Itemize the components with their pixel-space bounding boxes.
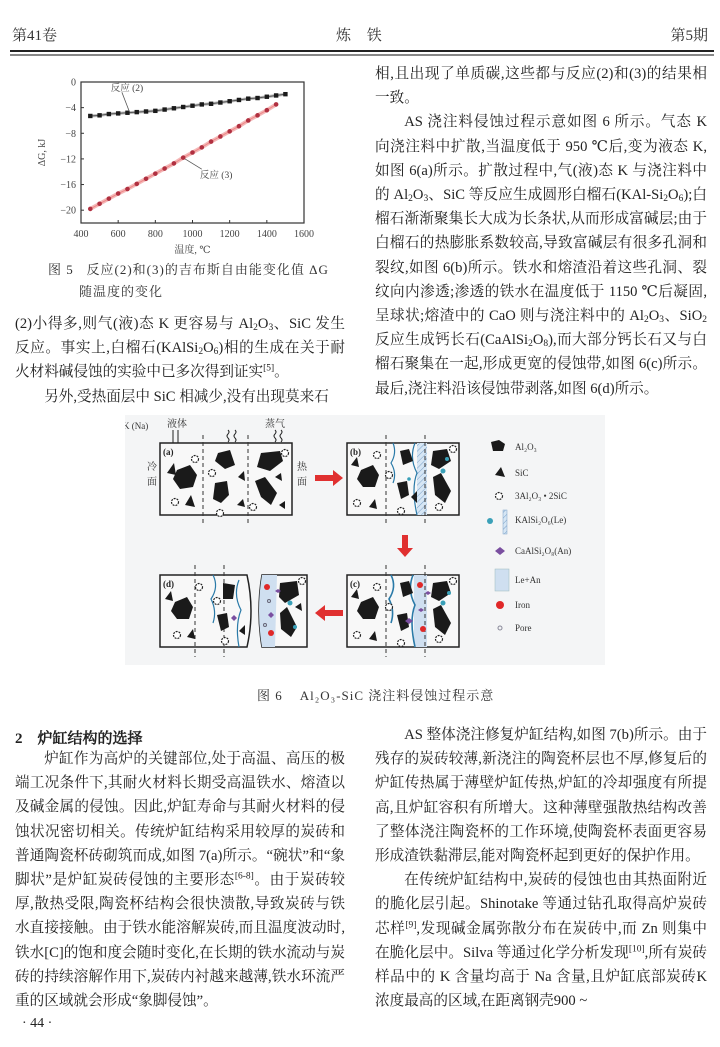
citation: [6-8] — [234, 871, 254, 882]
data-point — [181, 105, 185, 109]
k-na-label: K (Na) — [125, 421, 149, 431]
liquid-label: 液体 — [167, 419, 187, 430]
figure5-caption-line1: 反应(2)和(3)的吉布斯自由能变化值 ΔG — [86, 262, 329, 277]
x-tick-label: 800 — [147, 229, 163, 240]
data-point — [199, 145, 204, 150]
section-heading — [15, 727, 143, 748]
data-point — [172, 161, 177, 166]
y-tick-label: 0 — [71, 77, 76, 89]
x-tick-label: 1400 — [256, 229, 277, 240]
y-tick-label: −12 — [60, 154, 76, 166]
data-point — [88, 114, 92, 118]
svg-text:SiC: SiC — [515, 468, 529, 478]
vapor-label: 蒸气 — [265, 419, 285, 430]
svg-text:3Al₂O₃ • 2SiC: 3Al₂O₃ • 2SiC — [515, 491, 567, 501]
y-tick-label: −8 — [65, 128, 76, 140]
paragraph: 在传统炉缸结构中,炭砖的侵蚀也由其热面附近的脆化层引起。Shinotake 等通过钻孔取得高炉炭砖芯样[9],发现碱金属弥散分布在炭砖中,而 Zn 则集中在脆化层中。Silva 等通过化学分析发现[10],所有炭砖样品中的 K 含量均高于 Na 含量,且炉缸底部炭砖K浓度最高的区域,在距离钢壳900 ~ — [375, 872, 707, 1010]
al2o3-polygon-icon — [491, 440, 505, 451]
figure5-chart — [30, 68, 330, 258]
data-point — [181, 155, 186, 160]
svg-text:面: 面 — [297, 477, 307, 488]
iron-dot-icon — [496, 601, 504, 609]
y-tick-label: −16 — [60, 180, 76, 192]
mullite-gear-icon — [496, 493, 503, 500]
svg-text:Al₂O₃: Al₂O₃ — [515, 442, 537, 452]
svg-text:(d): (d) — [163, 579, 174, 589]
data-point — [162, 166, 167, 171]
right-column-top — [375, 62, 707, 401]
data-point — [97, 201, 102, 206]
svg-text:面: 面 — [147, 477, 157, 488]
volume-label: 第41卷 — [12, 28, 58, 44]
paragraph: 相,且出现了单质碳,这些都与反应(2)和(3)的结果相一致。 — [375, 66, 707, 107]
data-point — [274, 102, 279, 107]
panel-c — [347, 565, 459, 657]
data-point — [190, 150, 195, 155]
data-point — [190, 104, 194, 108]
figure5-caption-label: 图 5 — [48, 262, 74, 277]
svg-text:KAlSi₂O₆(Le): KAlSi₂O₆(Le) — [515, 515, 567, 525]
data-point — [135, 110, 139, 114]
x-tick-label: 1000 — [182, 229, 203, 240]
data-point — [237, 98, 241, 102]
figure6-caption — [257, 685, 494, 707]
data-point — [265, 108, 270, 113]
section-title: 炉缸结构的选择 — [37, 731, 143, 747]
hot-face-label: 热 — [297, 462, 307, 473]
data-point — [144, 109, 148, 113]
x-tick-label: 600 — [110, 229, 126, 240]
svg-text:(c): (c) — [350, 579, 360, 589]
data-point — [246, 118, 251, 123]
arrow-down-icon — [397, 535, 413, 557]
paragraph: AS 浇注料侵蚀过程示意如图 6 所示。气态 K 向浇注料中扩散,当温度低于 950 ℃后,变为液态 K,如图 6(a)所示。扩散过程中,气(液)态 K 与浇注料中的 $Al_2O_3$、SiC 等反应生成圆形白榴石$(KAl-Si_2O_6)$;白榴石渐渐聚集长大成为长条状,从而形成富碱层;由于白榴石的热膨胀系数较高,导致富碱层有很多孔洞和裂纹,如图 6(b)所示。铁水和熔渣沿着这些孔洞、裂纹向内渗透;渗透的铁水在温度低于 1150 ℃后凝固,呈球状;熔渣中的 CaO 则与浇注料中的 $Al_2O_3$、SiO$_2$反应生成钙长石$(CaAlSi_2O_8)$,而大部分钙长石又与白榴石聚集在一起,形成更宽的侵蚀带,如图 6(c)所示。最后,浇注料沿该侵蚀带剥落,如图 6(d)所示。 — [375, 114, 708, 397]
reaction3-label: 反应 (3) — [199, 170, 233, 181]
data-point — [255, 96, 259, 100]
header-rule-thin — [10, 54, 714, 56]
citation: [10] — [628, 944, 645, 955]
data-point — [116, 111, 120, 115]
panel-d — [160, 565, 307, 657]
paragraph: (2)小得多,则气(液)态 K 更容易与 $Al_2O_3$、SiC 发生反应。事实上,白榴石$(KAlSi_2O_6)$相的生成在关于耐火材料碱侵蚀的实验中已多次得到证实[5]。 — [15, 316, 345, 381]
data-point — [125, 187, 130, 192]
anorthite-diamond-icon — [495, 547, 505, 555]
data-point — [107, 112, 111, 116]
y-tick-label: −20 — [60, 205, 76, 217]
cold-face-label: 冷 — [147, 462, 157, 473]
data-point — [172, 106, 176, 110]
svg-text:Iron: Iron — [515, 600, 530, 610]
data-point — [265, 95, 269, 99]
data-point — [116, 191, 121, 196]
arrow-right-icon — [315, 470, 343, 486]
data-point — [153, 109, 157, 113]
data-point — [209, 139, 214, 144]
left-column-bottom — [15, 747, 345, 1013]
data-point — [255, 113, 260, 118]
svg-text:CaAlSi₂O₈(An): CaAlSi₂O₈(An) — [515, 546, 572, 556]
data-point — [144, 176, 149, 181]
svg-text:(a): (a) — [163, 447, 174, 457]
x-tick-label: 1600 — [294, 229, 314, 240]
panel-b — [347, 435, 459, 523]
pore-circle-icon — [498, 626, 502, 630]
citation: [9] — [405, 919, 417, 930]
section-number: 2 — [15, 731, 23, 747]
y-tick-label: −4 — [65, 103, 76, 115]
figure5-caption-line2: 随温度的变化 — [79, 284, 164, 299]
right-column-bottom — [375, 723, 707, 1013]
leucite-dot-icon — [487, 518, 493, 524]
sic-triangle-icon — [495, 467, 505, 477]
data-point — [237, 124, 242, 129]
x-tick-label: 1200 — [219, 229, 240, 240]
panel-a — [160, 435, 292, 523]
data-point — [134, 182, 139, 187]
reaction2-label: 反应 (2) — [110, 83, 144, 94]
figure6-legend — [487, 440, 571, 633]
citation: [5] — [263, 363, 275, 374]
le-an-band-icon — [495, 569, 509, 591]
paragraph: 炉缸作为高炉的关键部位,处于高温、高压的极端工况条件下,其耐火材料长期受高温铁水、熔渣以及碱金属的侵蚀。因此,炉缸寿命与其耐火材料的侵蚀状况密切相关。传统炉缸结构采用较厚的炭砖和普通陶瓷杯砖砌筑而成,如图 7(a)所示。“碗状”和“象脚状”是炉缸炭砖侵蚀的主要形态[6-8]。由于炭砖较厚,散热受限,陶瓷杯结构会很快溃散,导致炭砖与铁水直接接触。由于铁水能溶解炭砖,而且温度波动时,铁水[C]的饱和度会随时变化,在长期的铁水流动与炭砖的持续溶解作用下,炭砖内衬越来越薄,铁水环流严重的区域就会形成“象脚侵蚀”。 — [15, 751, 345, 1010]
figure6-diagram — [125, 415, 605, 665]
data-point — [274, 93, 278, 97]
svg-text:Le+An: Le+An — [515, 575, 541, 585]
header-rule-thick — [10, 50, 714, 52]
figure6-caption-text: Al₂O₃-SiC 浇注料侵蚀过程示意 — [299, 688, 495, 703]
data-point — [246, 96, 250, 100]
data-point — [209, 102, 213, 106]
paragraph: 另外,受热面层中 SiC 相减少,没有出现莫来石 — [44, 388, 329, 405]
data-point — [107, 196, 112, 201]
data-point — [200, 102, 204, 106]
page-number: · 44 · — [22, 1016, 53, 1031]
paragraph: AS 整体浇注修复炉缸结构,如图 7(b)所示。由于残存的炭砖较薄,新浇注的陶瓷杯层也不厚,修复后的炉缸传热属于薄壁炉缸传热,炉缸的冷却强度有所提高,且炉缸容积有所增大。这种薄壁强散热结构改善了整体浇注陶瓷杯的工作环境,使陶瓷杯表面更容易形成渣铁黏滞层,能对陶瓷杯起到更好的保护作用。 — [375, 727, 707, 865]
data-point — [218, 134, 223, 139]
data-point — [162, 107, 166, 111]
x-tick-label: 400 — [73, 229, 89, 240]
data-point — [97, 113, 101, 117]
data-point — [218, 100, 222, 104]
issue-label: 第5期 — [670, 28, 708, 44]
arrow-left-icon — [315, 605, 343, 621]
data-point — [227, 129, 232, 134]
data-point — [227, 99, 231, 103]
data-point — [153, 171, 158, 176]
data-point — [283, 92, 287, 96]
svg-text:Pore: Pore — [515, 623, 532, 633]
svg-text:(b): (b) — [350, 447, 361, 457]
figure6-caption-label: 图 6 — [257, 688, 283, 703]
left-column-top — [15, 312, 345, 409]
x-axis-label: 温度, ℃ — [174, 245, 211, 256]
data-point — [88, 207, 93, 212]
figure5-caption — [48, 259, 348, 303]
journal-title: 炼 铁 — [336, 28, 388, 44]
y-axis-label: ΔG, kJ — [37, 138, 48, 167]
